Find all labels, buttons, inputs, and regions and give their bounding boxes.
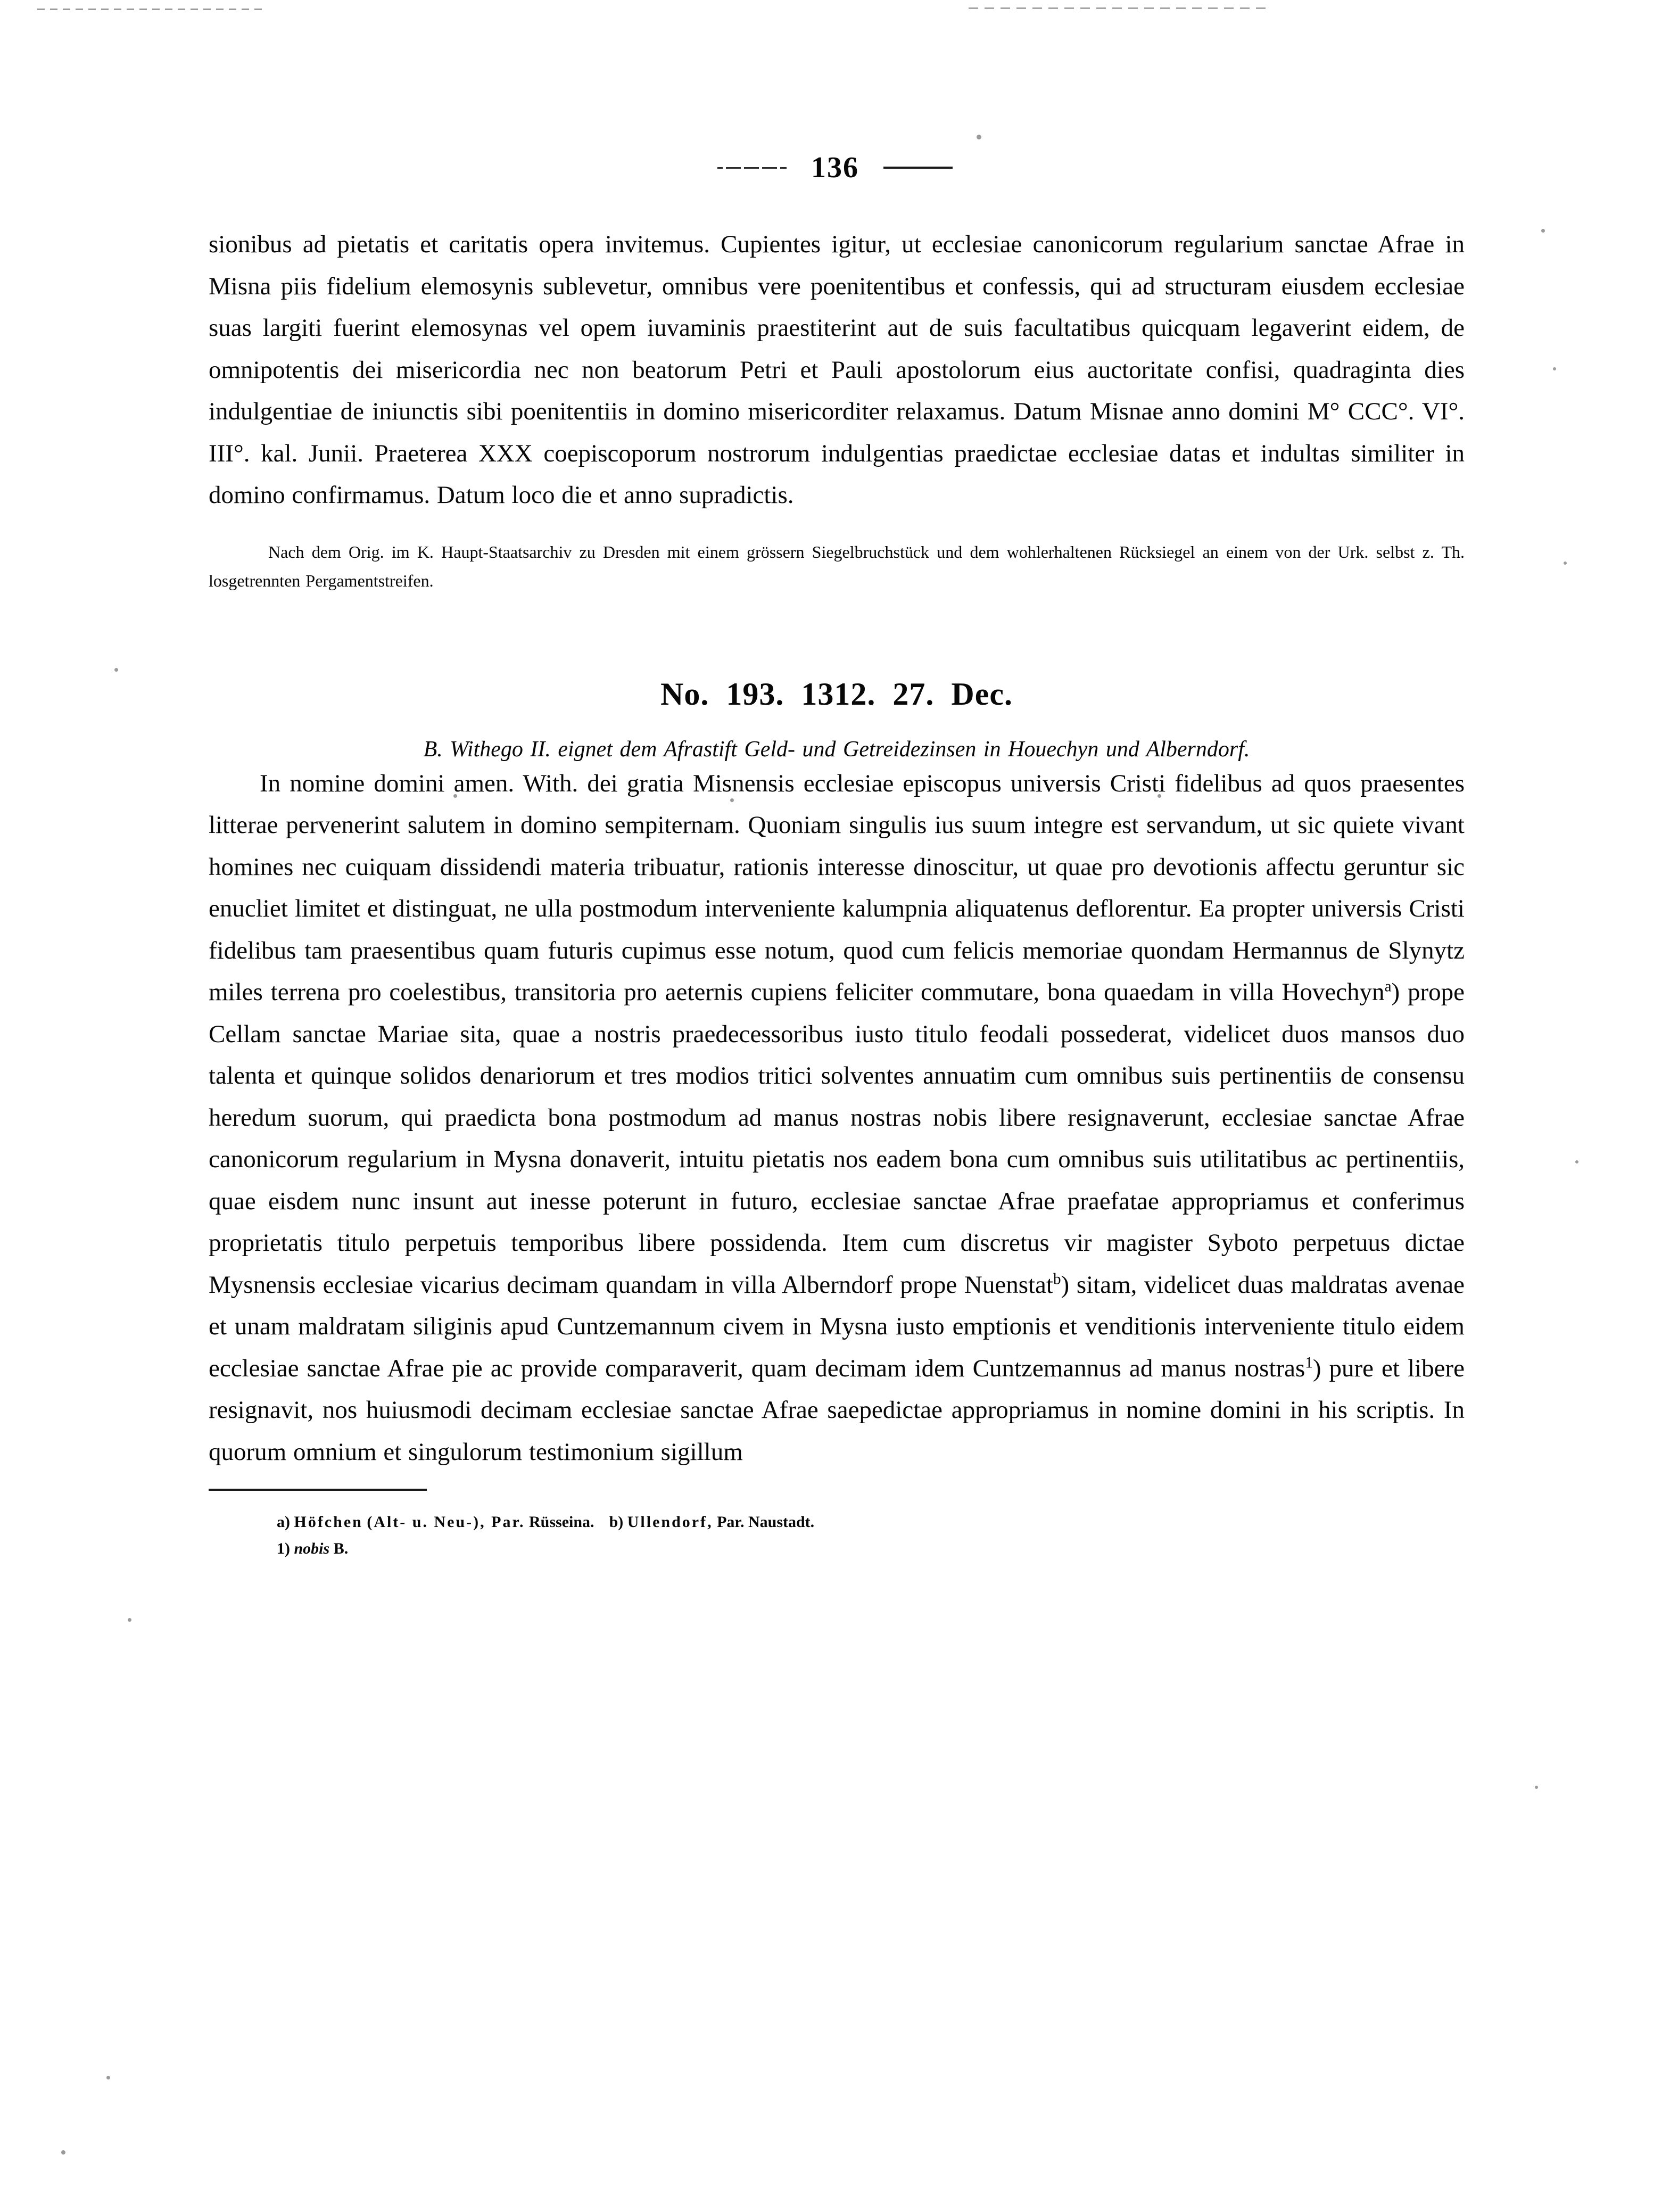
- scan-speck: [128, 1618, 131, 1622]
- page-number: 136: [811, 151, 859, 184]
- scan-speck: [114, 668, 118, 672]
- scan-speck: [977, 135, 981, 139]
- footnote-a-place: Höfchen: [294, 1513, 363, 1531]
- footnote-1-source: B.: [333, 1540, 349, 1558]
- scan-edge-mark-right: [969, 7, 1267, 9]
- running-head: [0, 144, 1670, 192]
- scan-speck: [106, 2076, 110, 2079]
- footnote-line-letters: [277, 1509, 1465, 1536]
- charter-regest: B. Withego II. eignet dem Afrastift Geld- und Getreidezinsen in Houechyn und Alberndorf.: [423, 737, 1250, 762]
- source-note: Nach dem Orig. im K. Haupt-Staatsarchiv zu Dresden mit einem grössern Siegelbruchstück und dem wohlerhaltenen Rücksiegel an einem von der Urk. selbst z. Th. losgetrennten Pergamentstreifen.: [209, 542, 1465, 590]
- scan-speck: [1535, 1786, 1538, 1789]
- charter-text-part-1: In nomine domini amen. With. dei gratia Misnensis ecclesiae episcopus universis Cristi fidelibus ad quos praesentes litterae pervenerint salutem in domino sempiternam. Quoniam singulis ius suum integre est servandum, ut sic quiete vivant homines nec cuiquam dissidendi materia tribuatur, rationis interesse dinoscitur, ut quae pro devotionis affectu geruntur sic enucliet limitet et distinguat, ne ulla postmodum interveniente kalumpnia aliquatenus deflorentur. Ea propter universis Cristi fidelibus tam praesentibus quam futuris cupimus esse notum, quod cum felicis memoriae quondam Hermannus de Slynytz miles terrena pro coelestibus, transitoria pro aeternis cupiens feliciter commutare, bona quaedam in villa Hovechyn: [209, 769, 1465, 1006]
- scan-speck: [1564, 562, 1567, 565]
- footnote-marker-1: 1: [1305, 1354, 1313, 1372]
- footnote-block: [209, 1509, 1465, 1562]
- footnote-marker-a-label: a): [277, 1513, 290, 1531]
- scan-speck: [1575, 1160, 1578, 1163]
- charter-text: [209, 763, 1465, 1473]
- charter-text-part-2: ) prope Cellam sanctae Mariae sita, quae a nostris praedecessoribus iusto titulo feodali possederat, videlicet duos mansos duo talenta et quinque solidos denariorum et tres modios tritici solventes annuatim cum omnibus suis pertinentiis de consensu heredum suorum, qui praedicta bona postmodum ad manus nostras nobis libere resignaverunt, ecclesiae sanctae Afrae canonicorum regularium in Mysna donaverit, intuitu pietatis nos eadem bona cum omnibus suis utilitatibus ac pertinentiis, quae eisdem nunc insunt aut inesse poterunt in futuro, ecclesiae sanctae Afrae praefatae appropriamus et conferimus proprietatis titulo perpetuis temporibus libere possidenda. Item cum discretus vir magister Syboto perpetuus dictae Mysnensis ecclesiae vicarius decimam quandam in villa Alberndorf prope Nuenstat: [209, 978, 1465, 1299]
- charter-text-part-4: ) pure et libere resignavit, nos huiusmodi decimam ecclesiae sanctae Afrae saepedictae appropriamus in nomine domini in his scriptis. In quorum omnium et singulorum testimonium sigillum: [209, 1354, 1465, 1466]
- footnote-marker-1-label: 1): [277, 1540, 290, 1558]
- head-rule-right: [883, 167, 953, 169]
- footnote-marker-a: a: [1384, 978, 1392, 995]
- head-rule-left: [717, 167, 787, 169]
- scan-speck: [1553, 367, 1556, 370]
- scan-speck: [1541, 229, 1545, 233]
- scan-speck: [61, 2150, 65, 2155]
- footnote-1-variant: nobis: [294, 1540, 330, 1558]
- footnote-a-paren: (Alt- u. Neu-), Par.: [367, 1513, 525, 1531]
- footnote-a-parish: Rüsseina.: [529, 1513, 594, 1531]
- charter-heading: No. 193. 1312. 27. Dec.: [660, 676, 1013, 712]
- scan-edge-mark-left: [37, 9, 266, 10]
- paragraph-continuation: sionibus ad pietatis et caritatis opera invitemus. Cupientes igitur, ut ecclesiae canonicorum regularium sanctae Afrae in Misna piis fidelium elemosynis sublevetur, omnibus vere poenitentibus et confessis, qui ad structuram eiusdem ecclesiae suas largiti fuerint elemosynas vel opem iuvaminis praestiterint aut de suis facultatibus quicquam legaverint eidem, de omnipotentis dei misericordia nec non beatorum Petri et Pauli apostolorum eius auctoritate confisi, quadraginta dies indulgentiae de iniunctis sibi poenitentiis in domino misericorditer relaxamus. Datum Misnae anno domini M° CCC°. VI°. III°. kal. Junii. Praeterea XXX coepiscoporum nostrorum indulgentias praedictae ecclesiae datas et indultas similiter in domino confirmamus. Datum loco die et anno supradictis.: [209, 230, 1465, 509]
- footnote-marker-b: b: [1053, 1270, 1061, 1288]
- footnote-b-place: Ullendorf,: [627, 1513, 713, 1531]
- text-block: [209, 224, 1465, 1562]
- footnote-b-parish: Par. Naustadt.: [717, 1513, 815, 1531]
- footnote-line-numeric: [277, 1536, 1465, 1562]
- footnote-separator-rule: [209, 1489, 427, 1491]
- charter-text-part-3: ) sitam, videlicet duas maldratas avenae et unam maldratam siliginis apud Cuntzemannum civem in Mysna iusto emptionis et venditionis interveniente titulo eidem ecclesiae sanctae Afrae pie ac provide comparaverit, quam decimam idem Cuntzemannus ad manus nostras: [209, 1270, 1465, 1382]
- footnote-marker-b-label: b): [609, 1513, 624, 1531]
